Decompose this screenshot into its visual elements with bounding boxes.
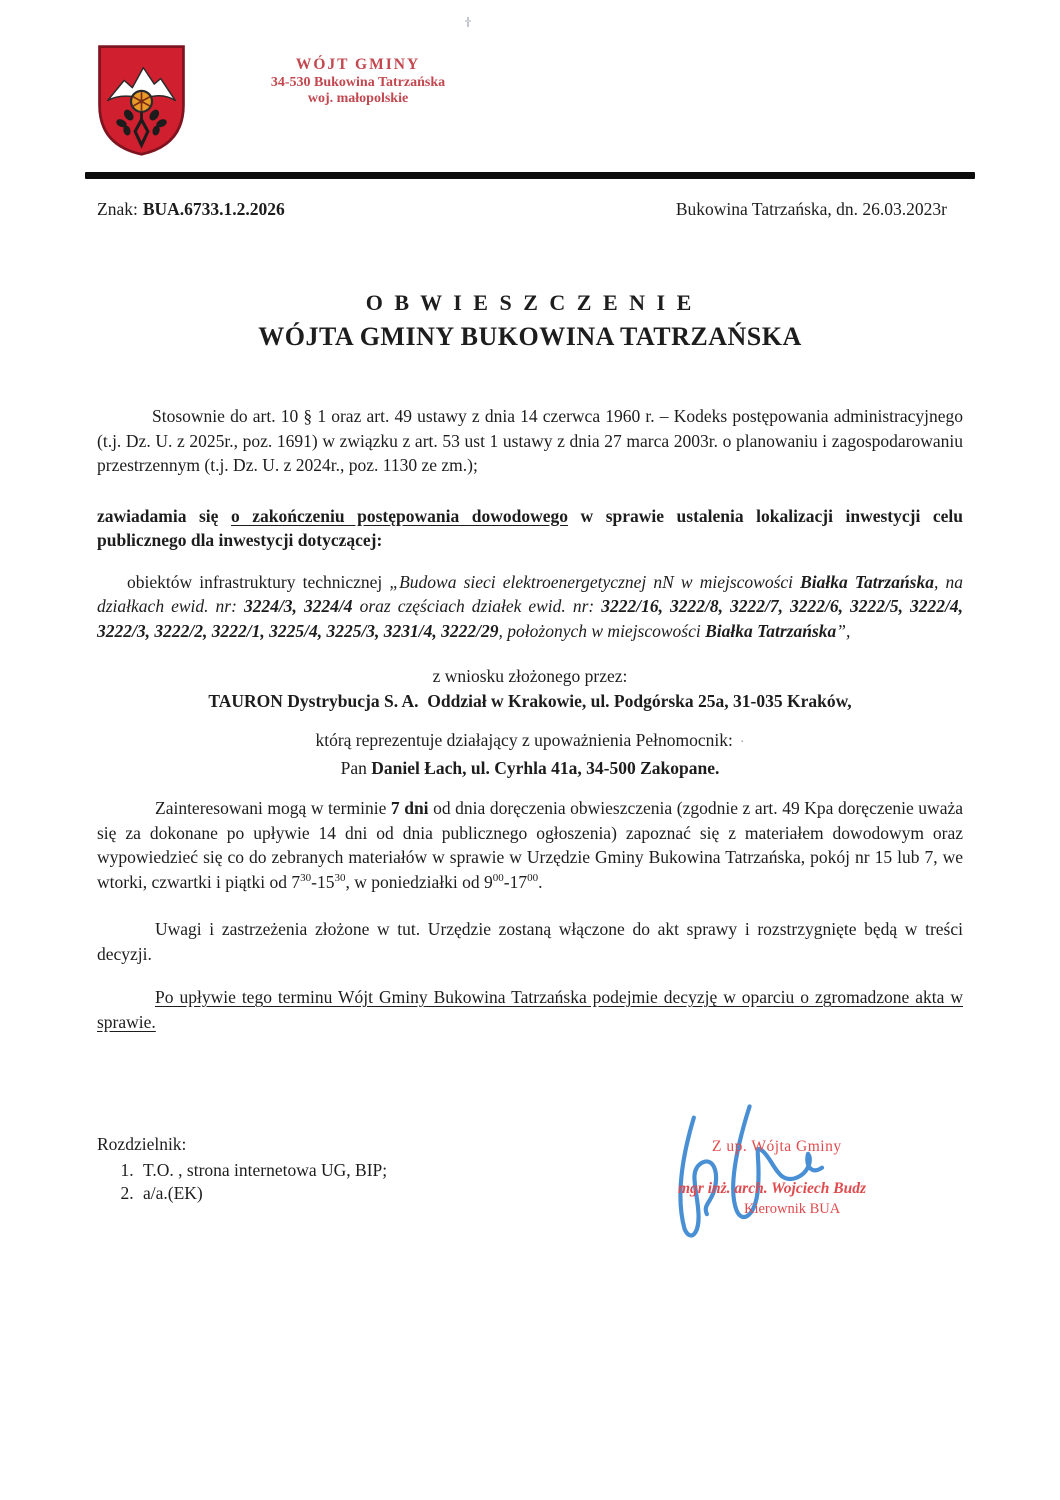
applicant-intro: z wniosku złożonego przez: (432, 666, 628, 686)
distribution-list (97, 1133, 387, 1205)
stamp-office-name: WÓJT GMINY (295, 56, 421, 73)
header-rule (85, 172, 975, 179)
paragraph-notification (97, 504, 963, 553)
paragraph-decision: Po upływie tego terminu Wójt Gminy Bukowina Tatrzańska podejmie decyzję w oparciu o zgromadzone akta w sprawie. (97, 987, 963, 1032)
hours-sup-3: 00 (492, 871, 504, 884)
signature-block (648, 1095, 978, 1260)
hours-sup-2: 30 (334, 871, 346, 884)
hours-monday: , w poniedziałki od 9 (345, 871, 493, 892)
review-end: . (538, 871, 543, 892)
document-body (97, 404, 963, 1034)
scan-artifact (467, 17, 469, 27)
case-number-value: BUA.6733.1.2.2026 (142, 199, 285, 219)
case-number-label: Znak: (97, 199, 138, 219)
applicant-block (97, 664, 963, 713)
notification-pre: zawiadamia się (97, 505, 231, 526)
review-pre: Zainteresowani mogą w terminie (155, 798, 391, 818)
case-number (97, 199, 285, 220)
investment-quote-end: ”, (836, 620, 851, 641)
crest-wheel (131, 91, 152, 112)
investment-plots-intro: , na działkach ewid. nr: (97, 571, 963, 616)
hours-sup-1: 30 (300, 871, 312, 884)
investment-plots-2: 3222/16, 3222/8, 3222/7, 3222/6, 3222/5, 3222/4, 3222/3, 3222/2, 3222/1, 3225/4, 3225/3, 3231/4, 3222/29 (97, 596, 963, 641)
distribution-label: Rozdzielnik: (97, 1134, 187, 1154)
document-title (0, 290, 1060, 352)
paragraph-legal-basis: Stosownie do art. 10 § 1 oraz art. 49 ustawy z dnia 14 czerwca 1960 r. – Kodeks postępowania administracyjnego (t.j. Dz. U. z 2025r., poz. 1691) w związku z art. 53 ust 1 ustawy z dnia 27 marca 2003r. o planowaniu i zagospodarowaniu przestrzennym (t.j. Dz. U. z 2024r., poz. 1130 ze zm.); (97, 406, 963, 475)
title-line2: WÓJTA GMINY BUKOWINA TATRZAŃSKA (258, 322, 802, 351)
signature-stamp-name: mgr inż. arch. Wojciech Budz (678, 1180, 867, 1197)
signature-stamp-position: Kierownik BUA (744, 1201, 841, 1217)
investment-town-1: Białka Tatrzańska (800, 571, 934, 592)
investment-plots-intro-2: oraz częściach działek ewid. nr: (352, 596, 602, 616)
investment-town-2: Białka Tatrzańska (705, 620, 837, 641)
handwritten-signature (666, 1101, 861, 1253)
representative-block (97, 728, 963, 780)
distribution-item-2: 2. a/a.(EK) (138, 1182, 387, 1205)
review-main: od dnia doręczenia obwieszczenia (zgodnie z art. 49 Kpa doręczenie uważa się za dokonane po upływie 14 dni od dnia publicznego ogłoszenia) zapoznać się z materiałem dowodowym oraz wypowiedzieć się co do zebranych materiałów w sprawie w Urzędzie Gminy Bukowina Tatrzańska, pokój nr 15 lub 7, we wtorki, czwartki i piątki od 7 (97, 798, 963, 892)
hours-sep-2: -17 (503, 871, 528, 892)
representative-name-bold: Daniel Łach, ul. Cyrhla 41a, 34-500 Zakopane. (371, 757, 720, 778)
place-date: Bukowina Tatrzańska, dn. 26.03.2023r (675, 199, 947, 219)
stamp-voivodeship: woj. małopolskie (307, 91, 409, 106)
representative-intro (97, 728, 963, 756)
paragraph-remarks: Uwagi i zastrzeżenia złożone w tut. Urzędzie zostaną włączone do akt sprawy i rozstrzygnięte będą w treści decyzji. (97, 919, 963, 964)
paragraph-review-info (97, 796, 963, 894)
hours-sep-1: -15 (311, 871, 335, 892)
investment-located: , położonych w miejscowości (498, 620, 706, 641)
investment-plots-1: 3224/3, 3224/4 (243, 596, 353, 616)
distribution-items (121, 1159, 387, 1205)
investment-intro: obiektów infrastruktury technicznej (127, 571, 390, 592)
representative-name (97, 756, 963, 781)
representative-intro-text: którą reprezentuje działający z upoważnienia Pełnomocnik: (315, 730, 733, 750)
coat-of-arms (93, 43, 190, 157)
scan-dot-artifact: · (739, 735, 745, 750)
signature-stamp-authority: Z up. Wójta Gminy (712, 1138, 842, 1155)
paragraph-investment (97, 570, 963, 644)
applicant-name: TAURON Dystrybucja S. A. Oddział w Krakowie, ul. Podgórska 25a, 31-035 Kraków, (208, 690, 852, 711)
distribution-item-1: 1. T.O. , strona internetowa UG, BIP; (138, 1159, 387, 1182)
title-line1: O B W I E S Z C Z E N I E (365, 290, 695, 315)
investment-quote-start: „Budowa sieci elektroenergetycznej nN w miejscowości (389, 571, 801, 592)
review-deadline: 7 dni (390, 798, 429, 818)
header-stamp (248, 56, 468, 107)
stamp-address: 34-530 Bukowina Tatrzańska (270, 75, 446, 90)
notification-underlined: o zakończeniu postępowania dowodowego (230, 505, 568, 526)
representative-title: Pan (340, 757, 372, 778)
reference-row (97, 199, 947, 220)
hours-sup-4: 00 (527, 871, 539, 884)
notification-post: w sprawie ustalenia lokalizacji inwestycji celu publicznego dla inwestycji dotyczącej: (97, 505, 963, 550)
